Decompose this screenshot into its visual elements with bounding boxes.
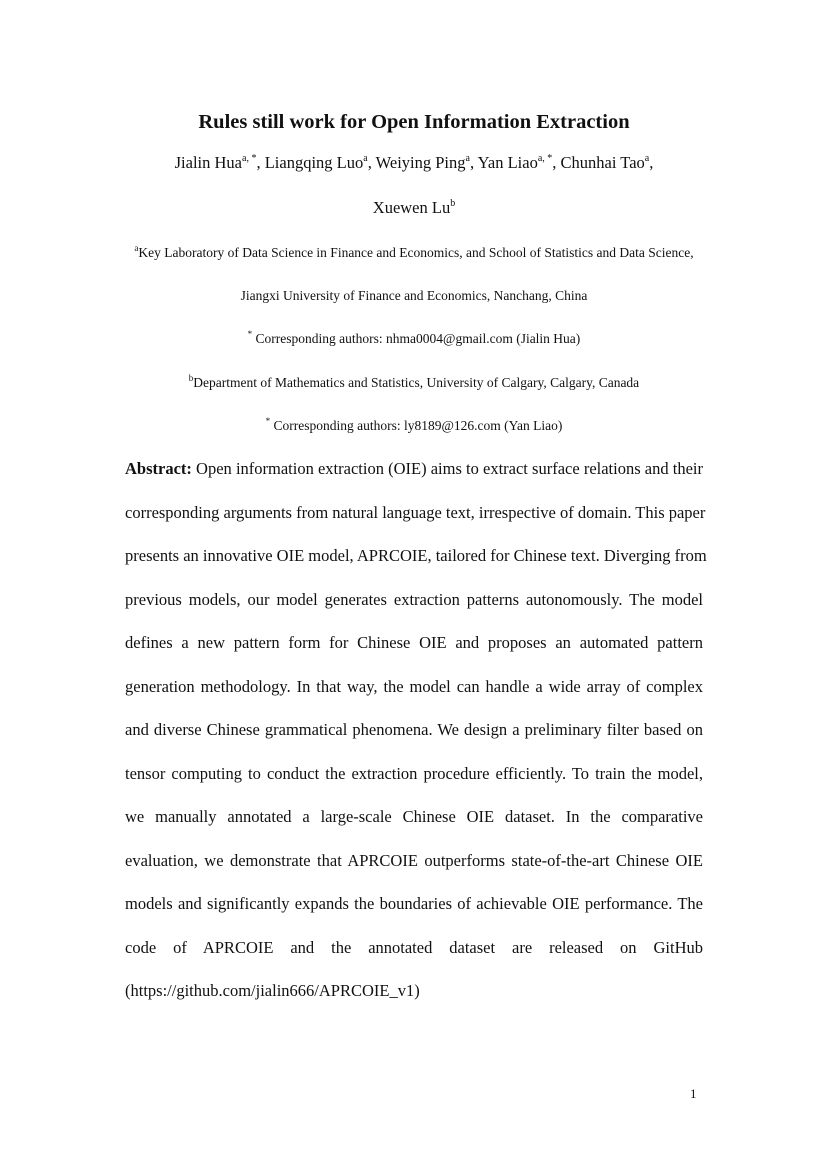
author-list-line-2 bbox=[0, 198, 828, 218]
abstract-line: evaluation, we demonstrate that APRCOIE outperforms state-of-the-art Chinese OIE bbox=[125, 851, 703, 870]
abstract-line: generation methodology. In that way, the model can handle a wide array of complex bbox=[125, 677, 703, 696]
page-number: 1 bbox=[690, 1086, 697, 1101]
corresponding-marker: * bbox=[247, 329, 253, 339]
abstract-line: models and significantly expands the boundaries of achievable OIE performance. The bbox=[125, 894, 703, 913]
author-separator: , bbox=[649, 153, 654, 172]
abstract-line: (https://github.com/jialin666/APRCOIE_v1) bbox=[125, 981, 420, 1000]
author-name: Weiying Ping bbox=[375, 153, 466, 172]
author-separator: , bbox=[256, 153, 265, 172]
author-separator: , bbox=[469, 153, 478, 172]
affiliation-a-line-2: Jiangxi University of Finance and Economics, Nanchang, China bbox=[240, 288, 588, 303]
abstract-line: previous models, our model generates extraction patterns autonomously. The model bbox=[125, 590, 703, 609]
author-superscript: a, * bbox=[242, 153, 257, 164]
author-name: Xuewen Lu bbox=[372, 198, 451, 217]
abstract-line: tensor computing to conduct the extraction procedure efficiently. To train the model, bbox=[125, 764, 703, 783]
affiliation-text: Key Laboratory of Data Science in Finance and Economics, and School of Statistics and Data Science, bbox=[138, 245, 694, 260]
abstract-line: defines a new pattern form for Chinese OIE and proposes an automated pattern bbox=[125, 633, 703, 652]
affiliation-marker: a bbox=[134, 243, 139, 253]
abstract-line: we manually annotated a large-scale Chinese OIE dataset. In the comparative bbox=[125, 807, 703, 826]
corresponding-author-1 bbox=[0, 331, 828, 347]
author-superscript: a bbox=[644, 153, 650, 164]
corresponding-author-2 bbox=[0, 418, 828, 434]
affiliation-text: Department of Mathematics and Statistics, University of Calgary, Calgary, Canada bbox=[193, 375, 640, 390]
author-name: Jialin Hua bbox=[174, 153, 242, 172]
abstract-line: corresponding arguments from natural language text, irrespective of domain. This paper bbox=[125, 503, 706, 522]
author-separator: , bbox=[552, 153, 561, 172]
author-name: Chunhai Tao bbox=[560, 153, 645, 172]
paper-title: Rules still work for Open Information Extraction bbox=[198, 111, 630, 133]
corresponding-text: Corresponding authors: nhma0004@gmail.com (Jialin Hua) bbox=[252, 331, 581, 346]
abstract-line: and diverse Chinese grammatical phenomena. We design a preliminary filter based on bbox=[125, 720, 703, 739]
abstract-line bbox=[125, 459, 703, 479]
abstract-text: Open information extraction (OIE) aims to extract surface relations and their bbox=[191, 459, 703, 478]
abstract-label: Abstract: bbox=[125, 459, 192, 478]
author-name: Liangqing Luo bbox=[264, 153, 364, 172]
affiliation-b bbox=[0, 375, 828, 391]
corresponding-marker: * bbox=[265, 416, 271, 426]
affiliation-marker: b bbox=[188, 373, 194, 383]
author-separator: , bbox=[367, 153, 376, 172]
author-name: Yan Liao bbox=[477, 153, 538, 172]
author-superscript: a bbox=[465, 153, 470, 164]
author-superscript: a, * bbox=[537, 153, 553, 164]
affiliation-a-line-1 bbox=[0, 245, 828, 261]
abstract-line: code of APRCOIE and the annotated dataset are released on GitHub bbox=[125, 938, 703, 957]
author-superscript: a bbox=[363, 153, 368, 164]
corresponding-text: Corresponding authors: ly8189@126.com (Yan Liao) bbox=[270, 418, 563, 433]
author-list bbox=[0, 153, 828, 173]
abstract-line: presents an innovative OIE model, APRCOIE, tailored for Chinese text. Diverging from bbox=[125, 546, 707, 565]
author-superscript: b bbox=[450, 198, 456, 209]
